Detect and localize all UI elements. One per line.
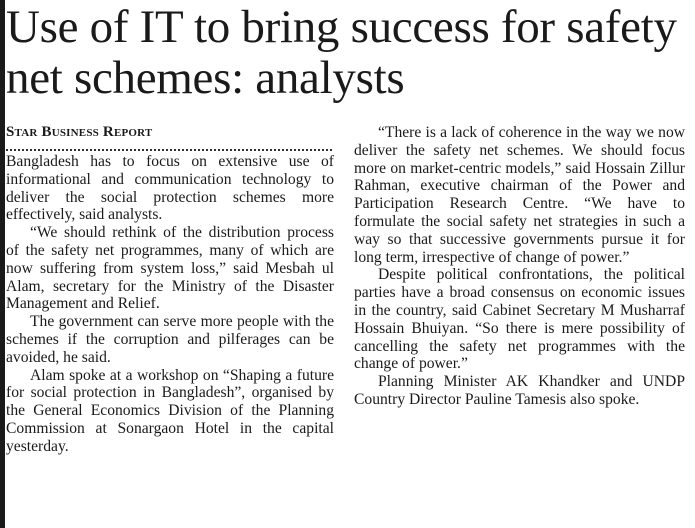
paragraph: Planning Minister AK Khandker and UNDP Country Director Pauline Tamesis also spoke. — [354, 373, 685, 408]
left-column — [6, 124, 334, 456]
paragraph: Alam spoke at a workshop on “Shaping a future for social protection in Bangladesh”, organised by the General Economics Division of the Planning Commission at Sonargaon Hotel in the capital yesterday. — [6, 366, 334, 455]
paragraph: The government can serve more people with the schemes if the corruption and pilferages can be avoided, he said. — [6, 313, 334, 366]
paragraph: “We should rethink of the distribution process of the safety net programmes, many of which are now suffering from system loss,” said Mesbah ul Alam, secretary for the Ministry of the Disaster Management and Relief. — [6, 224, 334, 313]
headline: Use of IT to bring success for safety net schemes: analysts — [6, 1, 677, 104]
byline: Star Business Report — [6, 124, 153, 140]
paragraph: “There is a lack of coherence in the way we now deliver the safety net schemes. We should focus more on market-centric models,” said Hossain Zillur Rahman, executive chairman of the Power and Participation Research Centre. “We have to formulate the social safety net strategies in such a way so that successive governments pursue it for long term, irrespective of change of power.” — [354, 124, 685, 266]
paragraph: Despite political confrontations, the political parties have a broad consensus on economic issues in the country, said Cabinet Secretary M Musharraf Hossain Bhuiyan. “So there is mere possibility of cancelling the safety net programmes with the change of power.” — [354, 266, 685, 373]
column-rule — [0, 0, 5, 528]
right-column — [354, 124, 685, 409]
byline-divider — [6, 149, 332, 151]
paragraph: Bangladesh has to focus on extensive use of informational and communication technology to deliver the social protection schemes more effectively, said analysts. — [6, 153, 334, 224]
